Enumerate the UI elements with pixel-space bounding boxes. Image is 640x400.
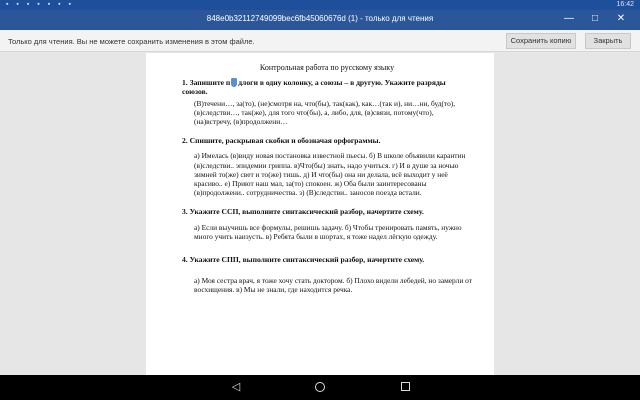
question-2 [182,136,472,197]
close-button[interactable]: Закрыть [585,33,631,49]
question-3-body: а) Если выучишь все формулы, решишь задачу. б) Чтобы тренировать память, нужно много учить наизусть. в) Ребята были в шортах, я тоже надел лёгкую одежду. [194,222,462,241]
question-1-body: (В)течени…, за(то), (не)смотря на, что(бы), так(как), как…(так и), ни…ни, буд(то), (в)следстви…, так(же), для того что(бы), а, либо, для, (в)связи, потому(что), (на)встречу, (в)продолжени… [194,98,456,127]
android-navigation-bar [0,375,640,400]
text-cursor-marker-icon[interactable] [231,78,237,87]
question-2-body: а) Имелась (в)виду новая постановка известной пьесы. б) В школе объявили карантин (в)следстви.. эпидемии гриппа. в)Что(бы) знать, надо учиться. г) И в душе за ночью зимней то(же) свет и то(же) тишь. д) И что(бы) она ни делала, всё выходит у неё красиво.. е) Приют наш мал, за(то) спокоен. ж) Оба были заинтересованы (в)продолжени.. сотрудничества. з) (В)следстви.. заносов поезда встали. [194,151,466,198]
question-4-body: а) Моя сестра врач, я тоже хочу стать доктором. б) Плохо видели лебедей, но замерли от восхищения. в) Мы не знали, где находится речка. [194,276,472,295]
question-2-heading: 2. Спишите, раскрывая скобки и обозначая орфограммы. [182,136,381,146]
question-1 [182,78,472,126]
back-icon[interactable]: ◁ [231,381,241,393]
document-title: Контрольная работа по русскому языку [259,63,395,72]
save-copy-button[interactable]: Сохранить копию [506,33,576,49]
document-viewport[interactable] [0,53,640,375]
status-time: 16:42 [616,1,634,8]
question-4-heading: 4. Укажите СПП, выполните синтаксический разбор, начертите схему. [182,255,425,265]
close-window-icon[interactable]: ✕ [616,13,626,24]
question-4 [182,255,472,295]
question-3-heading: 3. Укажите ССП, выполните синтаксический разбор, начертите схему. [182,207,424,217]
read-only-message: Только для чтения. Вы не можете сохранить изменения в этом файле. [8,37,255,46]
question-1-heading: 1. Запишите п длоги в одну колонку, а союзы – в другую. Укажите разряды союзов. [182,78,446,97]
document-page [146,53,494,375]
notification-icons: ▪ ▪ ▪ ▪ ▪ ▪ ▪ [6,1,75,8]
question-3 [182,207,472,241]
window-title: 848e0b32112749099bec6fb45060676d (1) - только для чтения [206,14,434,23]
system-status-bar [0,0,640,10]
window-title-bar [0,10,640,30]
read-only-info-bar [0,30,640,52]
recent-apps-icon[interactable] [397,380,413,394]
minimize-icon[interactable]: — [564,13,574,24]
home-icon[interactable] [312,380,328,394]
maximize-icon[interactable]: □ [591,13,599,24]
